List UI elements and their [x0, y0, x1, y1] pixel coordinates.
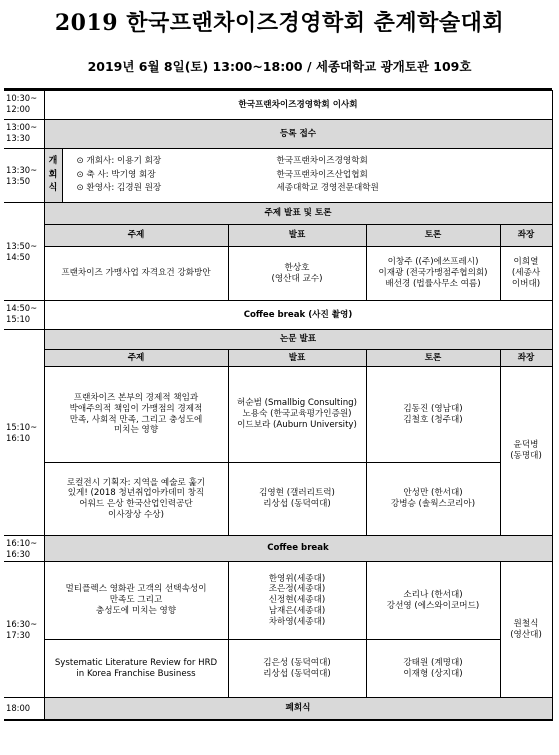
page-title: 2019 한국프랜차이즈경영학회 춘계학술대회	[54, 10, 505, 36]
session2-paper-row	[4, 367, 552, 463]
opening-speaker	[77, 182, 550, 196]
session1-title: 주제 발표 및 토론	[44, 203, 552, 225]
speaker-org: 한국프랜차이즈경영학회	[276, 155, 368, 166]
paper-discussants: 안성만 (한서대) 강병승 (솔웍스코리아)	[366, 463, 500, 536]
col-header-topic: 주제	[44, 350, 228, 367]
time-cell: 16:30~ 17:30	[4, 562, 44, 698]
row-opening-ceremony	[4, 149, 552, 203]
session1-topic: 프랜차이즈 가맹사업 자격요건 강화방안	[44, 247, 228, 301]
schedule-table	[4, 90, 553, 721]
session3-paper-row	[4, 562, 552, 640]
paper-presenters: 김은성 (동덕여대) 리상섭 (동덕여대)	[228, 640, 366, 698]
opening-speaker	[77, 169, 550, 183]
col-header-presenter: 발표	[228, 350, 366, 367]
registration-label: 등록 접수	[44, 120, 552, 149]
paper-presenters: 김영현 (갤러리트럭) 리상섭 (동덕여대)	[228, 463, 366, 536]
session2-header-row	[4, 350, 552, 367]
paper-topic: 프랜차이즈 본부의 경제적 책임과 박애주의적 책임이 가맹점의 경제적 만족, 사회적 만족, 그리고 충성도에 미치는 영향	[44, 367, 228, 463]
paper-presenters: 허순범 (Smallbig Consulting) 노용숙 (한국교육평가인증원) 이드보라 (Auburn University)	[228, 367, 366, 463]
paper-discussants: 강태원 (계명대) 이재형 (상지대)	[366, 640, 500, 698]
time-cell: 13:00~ 13:30	[4, 120, 44, 149]
coffee-break-label: Coffee break	[44, 536, 552, 562]
session1-chair: 이희열 (세종사 이버대)	[500, 247, 552, 301]
session2-paper-row	[4, 463, 552, 536]
paper-discussants: 김동진 (영남대) 김철호 (청주대)	[366, 367, 500, 463]
speaker-role: ⊙ 축 사: 박기영 회장	[76, 169, 156, 180]
session2-chair: 윤덕병 (동명대)	[500, 367, 552, 536]
time-cell: 14:50~ 15:10	[4, 301, 44, 330]
session1-presenter: 한상호 (영산대 교수)	[228, 247, 366, 301]
paper-discussants: 소리나 (한서대) 강선영 (에스와이코머드)	[366, 562, 500, 640]
time-cell: 16:10~ 16:30	[4, 536, 44, 562]
paper-topic: 로컬전시 기획자: 지역을 예술로 훑기 있게! (2018 청년취업아카데미 창직 어워드 은상 한국산업인력공단 이사장상 수상)	[44, 463, 228, 536]
row-board-meeting	[4, 91, 552, 120]
paper-presenters: 한영위(세종대) 조은정(세종대) 신정현(세종대) 남재은(세종대) 차하영(세종대)	[228, 562, 366, 640]
row-registration	[4, 120, 552, 149]
time-cell: 18:00	[4, 698, 44, 720]
opening-speaker	[77, 155, 550, 169]
session1-discussants: 이창주 ((주)에쓰프레시) 이재광 (전국가맹점주협의회) 배선경 (법률사무소 여름)	[366, 247, 500, 301]
paper-topic: 멀티플렉스 영화관 고객의 선택속성이 만족도 그리고 충성도에 미치는 영향	[44, 562, 228, 640]
col-header-discussant: 토론	[366, 225, 500, 247]
closing-label: 폐회식	[44, 698, 552, 720]
opening-ceremony-label: 개 회 식	[44, 149, 62, 203]
col-header-chair: 좌장	[500, 350, 552, 367]
coffee-break-label: Coffee break (사진 촬영)	[44, 301, 552, 330]
row-session2-title	[4, 330, 552, 350]
event-date-venue: 2019년 6월 8일(토) 13:00~18:00 / 세종대학교 광개토관 109호	[87, 59, 472, 74]
speaker-role: ⊙ 환영사: 김경원 원장	[76, 183, 162, 194]
session2-title: 논문 발표	[44, 330, 552, 350]
time-cell: 15:10~ 16:10	[4, 330, 44, 536]
row-session1-title	[4, 203, 552, 225]
col-header-chair: 좌장	[500, 225, 552, 247]
row-coffee-break-1	[4, 301, 552, 330]
col-header-topic: 주제	[44, 225, 228, 247]
row-closing	[4, 698, 552, 720]
row-coffee-break-2	[4, 536, 552, 562]
paper-topic: Systematic Literature Review for HRD in Korea Franchise Business	[44, 640, 228, 698]
session1-content-row	[4, 247, 552, 301]
session3-paper-row	[4, 640, 552, 698]
session1-header-row	[4, 225, 552, 247]
time-cell: 13:50~ 14:50	[4, 203, 44, 301]
col-header-discussant: 토론	[366, 350, 500, 367]
time-cell: 10:30~ 12:00	[4, 91, 44, 120]
session3-chair: 원철식 (영산대)	[500, 562, 552, 698]
opening-ceremony-speakers	[62, 149, 552, 203]
speaker-role: ⊙ 개회사: 이용기 회장	[76, 155, 162, 166]
col-header-presenter: 발표	[228, 225, 366, 247]
board-meeting-label: 한국프랜차이즈경영학회 이사회	[44, 91, 552, 120]
speaker-org: 세종대학교 경영전문대학원	[276, 183, 379, 194]
time-cell: 13:30~ 13:50	[4, 149, 44, 203]
speaker-org: 한국프랜차이즈산업협회	[276, 169, 368, 180]
